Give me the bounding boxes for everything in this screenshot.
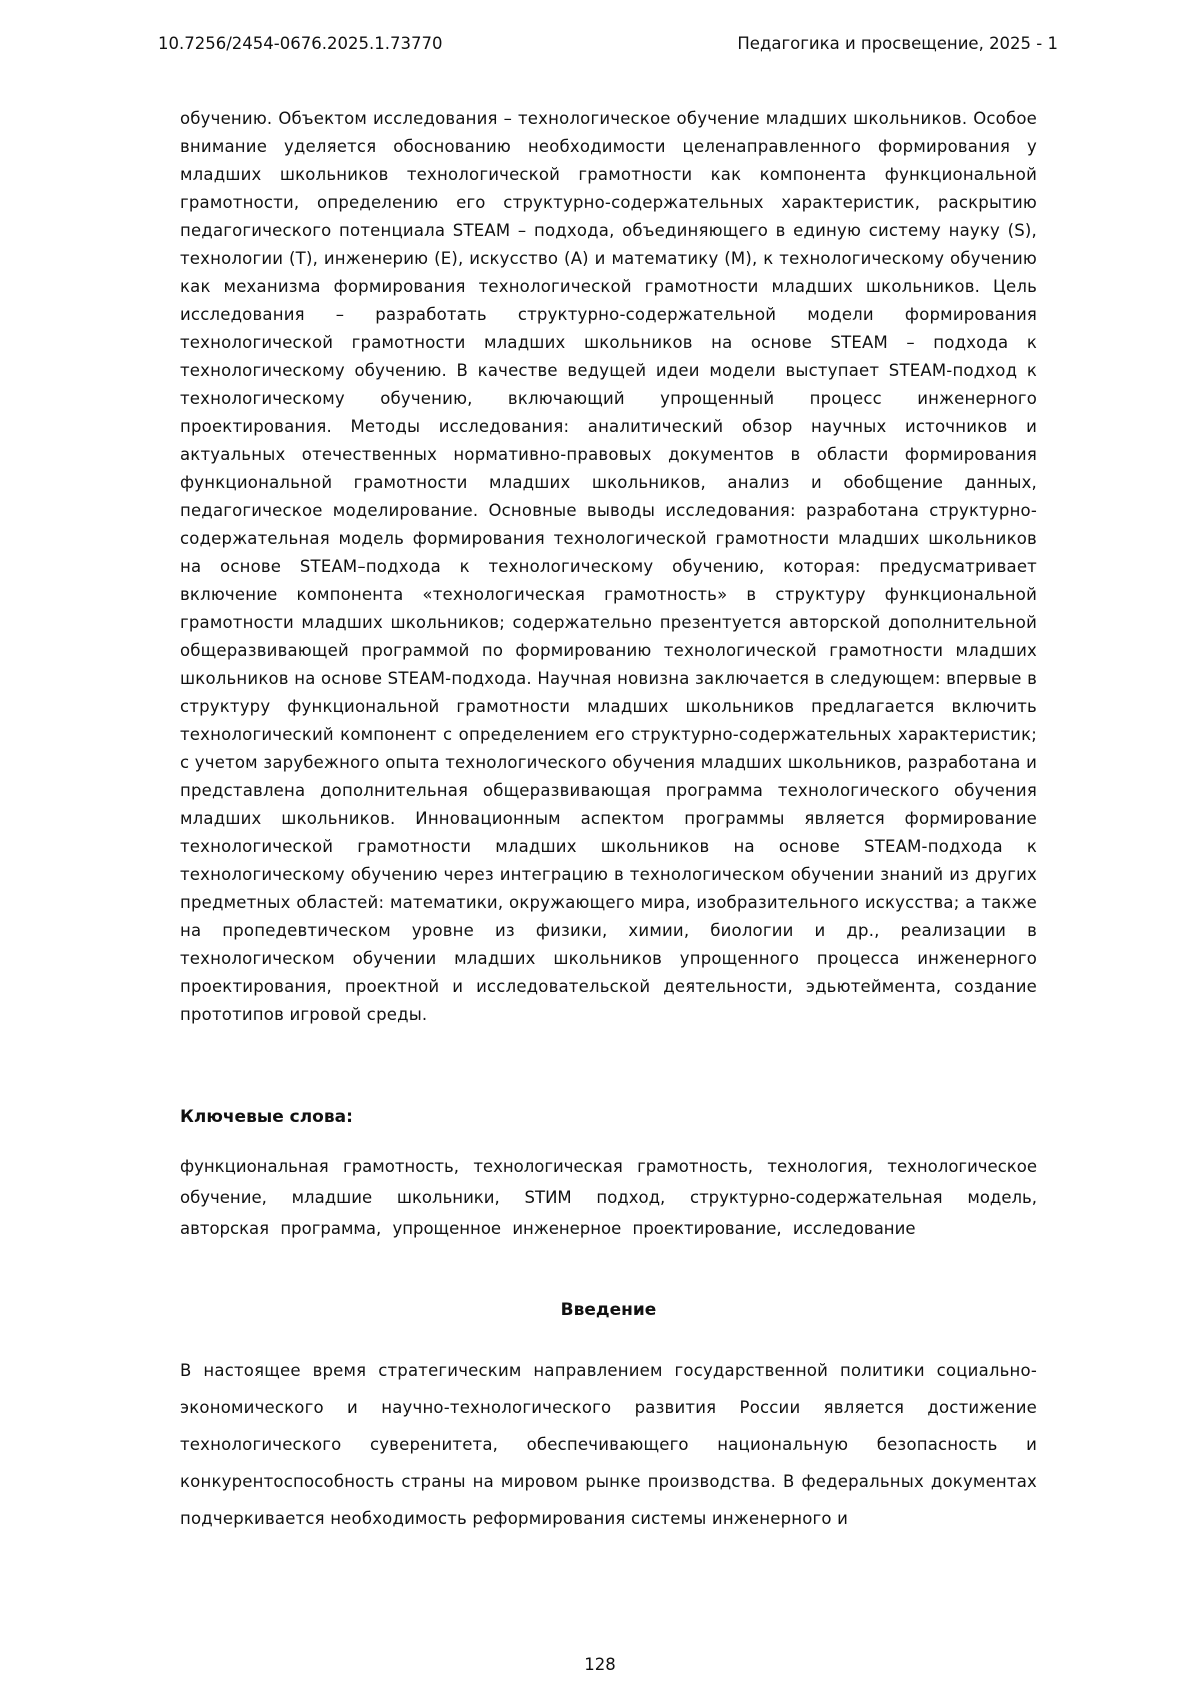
section-title-introduction: Введение — [560, 1300, 657, 1320]
page-number: 128 — [584, 1655, 616, 1674]
abstract-paragraph: обучению. Объектом исследования – технологическое обучение младших школьников. Особое внимание уделяется обоснованию необходимости целенаправленного формирования у младших школьников технологической грамотности как компонента функциональной грамотности, определению его структурно-содержательных характеристик, раскрытию педагогического потенциала STEAM – подхода, объединяющего в единую систему науку (S), технологии (T), инженерию (E), искусство (A) и математику (M), к технологическому обучению как механизма формирования технологической грамотности младших школьников. Цель исследования – разработать структурно-содержательной модели формирования технологической грамотности младших школьников на основе STEAM – подхода к технологическому обучению. В качестве ведущей идеи модели выступает STEAM-подход к технологическому обучению, включающий упрощенный процесс инженерного проектирования. Методы исследования: аналитический обзор научных источников и актуальных отечественных нормативно-правовых документов в области формирования функциональной грамотности младших школьников, анализ и обобщение данных, педагогическое моделирование. Основные выводы исследования: разработана структурно-содержательная модель формирования технологической грамотности младших школьников на основе STEAM–подхода к технологическому обучению, которая: предусматривает включение компонента «технологическая грамотность» в структуру функциональной грамотности младших школьников; содержательно презентуется авторской дополнительной общеразвивающей программой по формированию технологической грамотности младших школьников на основе STEAM-подхода. Научная новизна заключается в следующем: впервые в структуру функциональной грамотности младших школьников предлагается включить технологический компонент с определением его структурно-содержательных характеристик; с учетом зарубежного опыта технологического обучения младших школьников, разработана и представлена дополнительная общеразвивающая программа технологического обучения младших школьников. Инновационным аспектом программы является формирование технологической грамотности младших школьников на основе STEAM-подхода к технологическому обучению через интеграцию в технологическом обучении знаний из других предметных областей: математики, окружающего мира, изобразительного искусства; а также на пропедевтическом уровне из физики, химии, биологии и др., реализации в технологическом обучении младших школьников упрощенного процесса инженерного проектирования, проектной и исследовательской деятельности, эдьютеймента, создание прототипов игровой среды. — [180, 109, 1037, 1024]
page-content — [0, 53, 1200, 1537]
journal-title: Педагогика и просвещение, 2025 - 1 — [737, 34, 1058, 53]
keywords-label: Ключевые слова: — [180, 1107, 353, 1127]
doi-text: 10.7256/2454-0676.2025.1.73770 — [158, 34, 443, 53]
introduction-paragraph: В настоящее время стратегическим направлением государственной политики социально-экономического и научно-технологического развития России является достижение технологического суверенитета, обеспечивающего национальную безопасность и конкурентоспособность страны на мировом рынке производства. В федеральных документах подчеркивается необходимость реформирования системы инженерного и — [180, 1361, 1037, 1528]
page-header — [0, 0, 1200, 53]
keywords-text: функциональная грамотность, технологическая грамотность, технология, технологическое обучение, младшие школьники, STИМ подход, структурно-содержательная модель, авторская программа, упрощенное инженерное проектирование, исследование — [180, 1157, 1037, 1238]
